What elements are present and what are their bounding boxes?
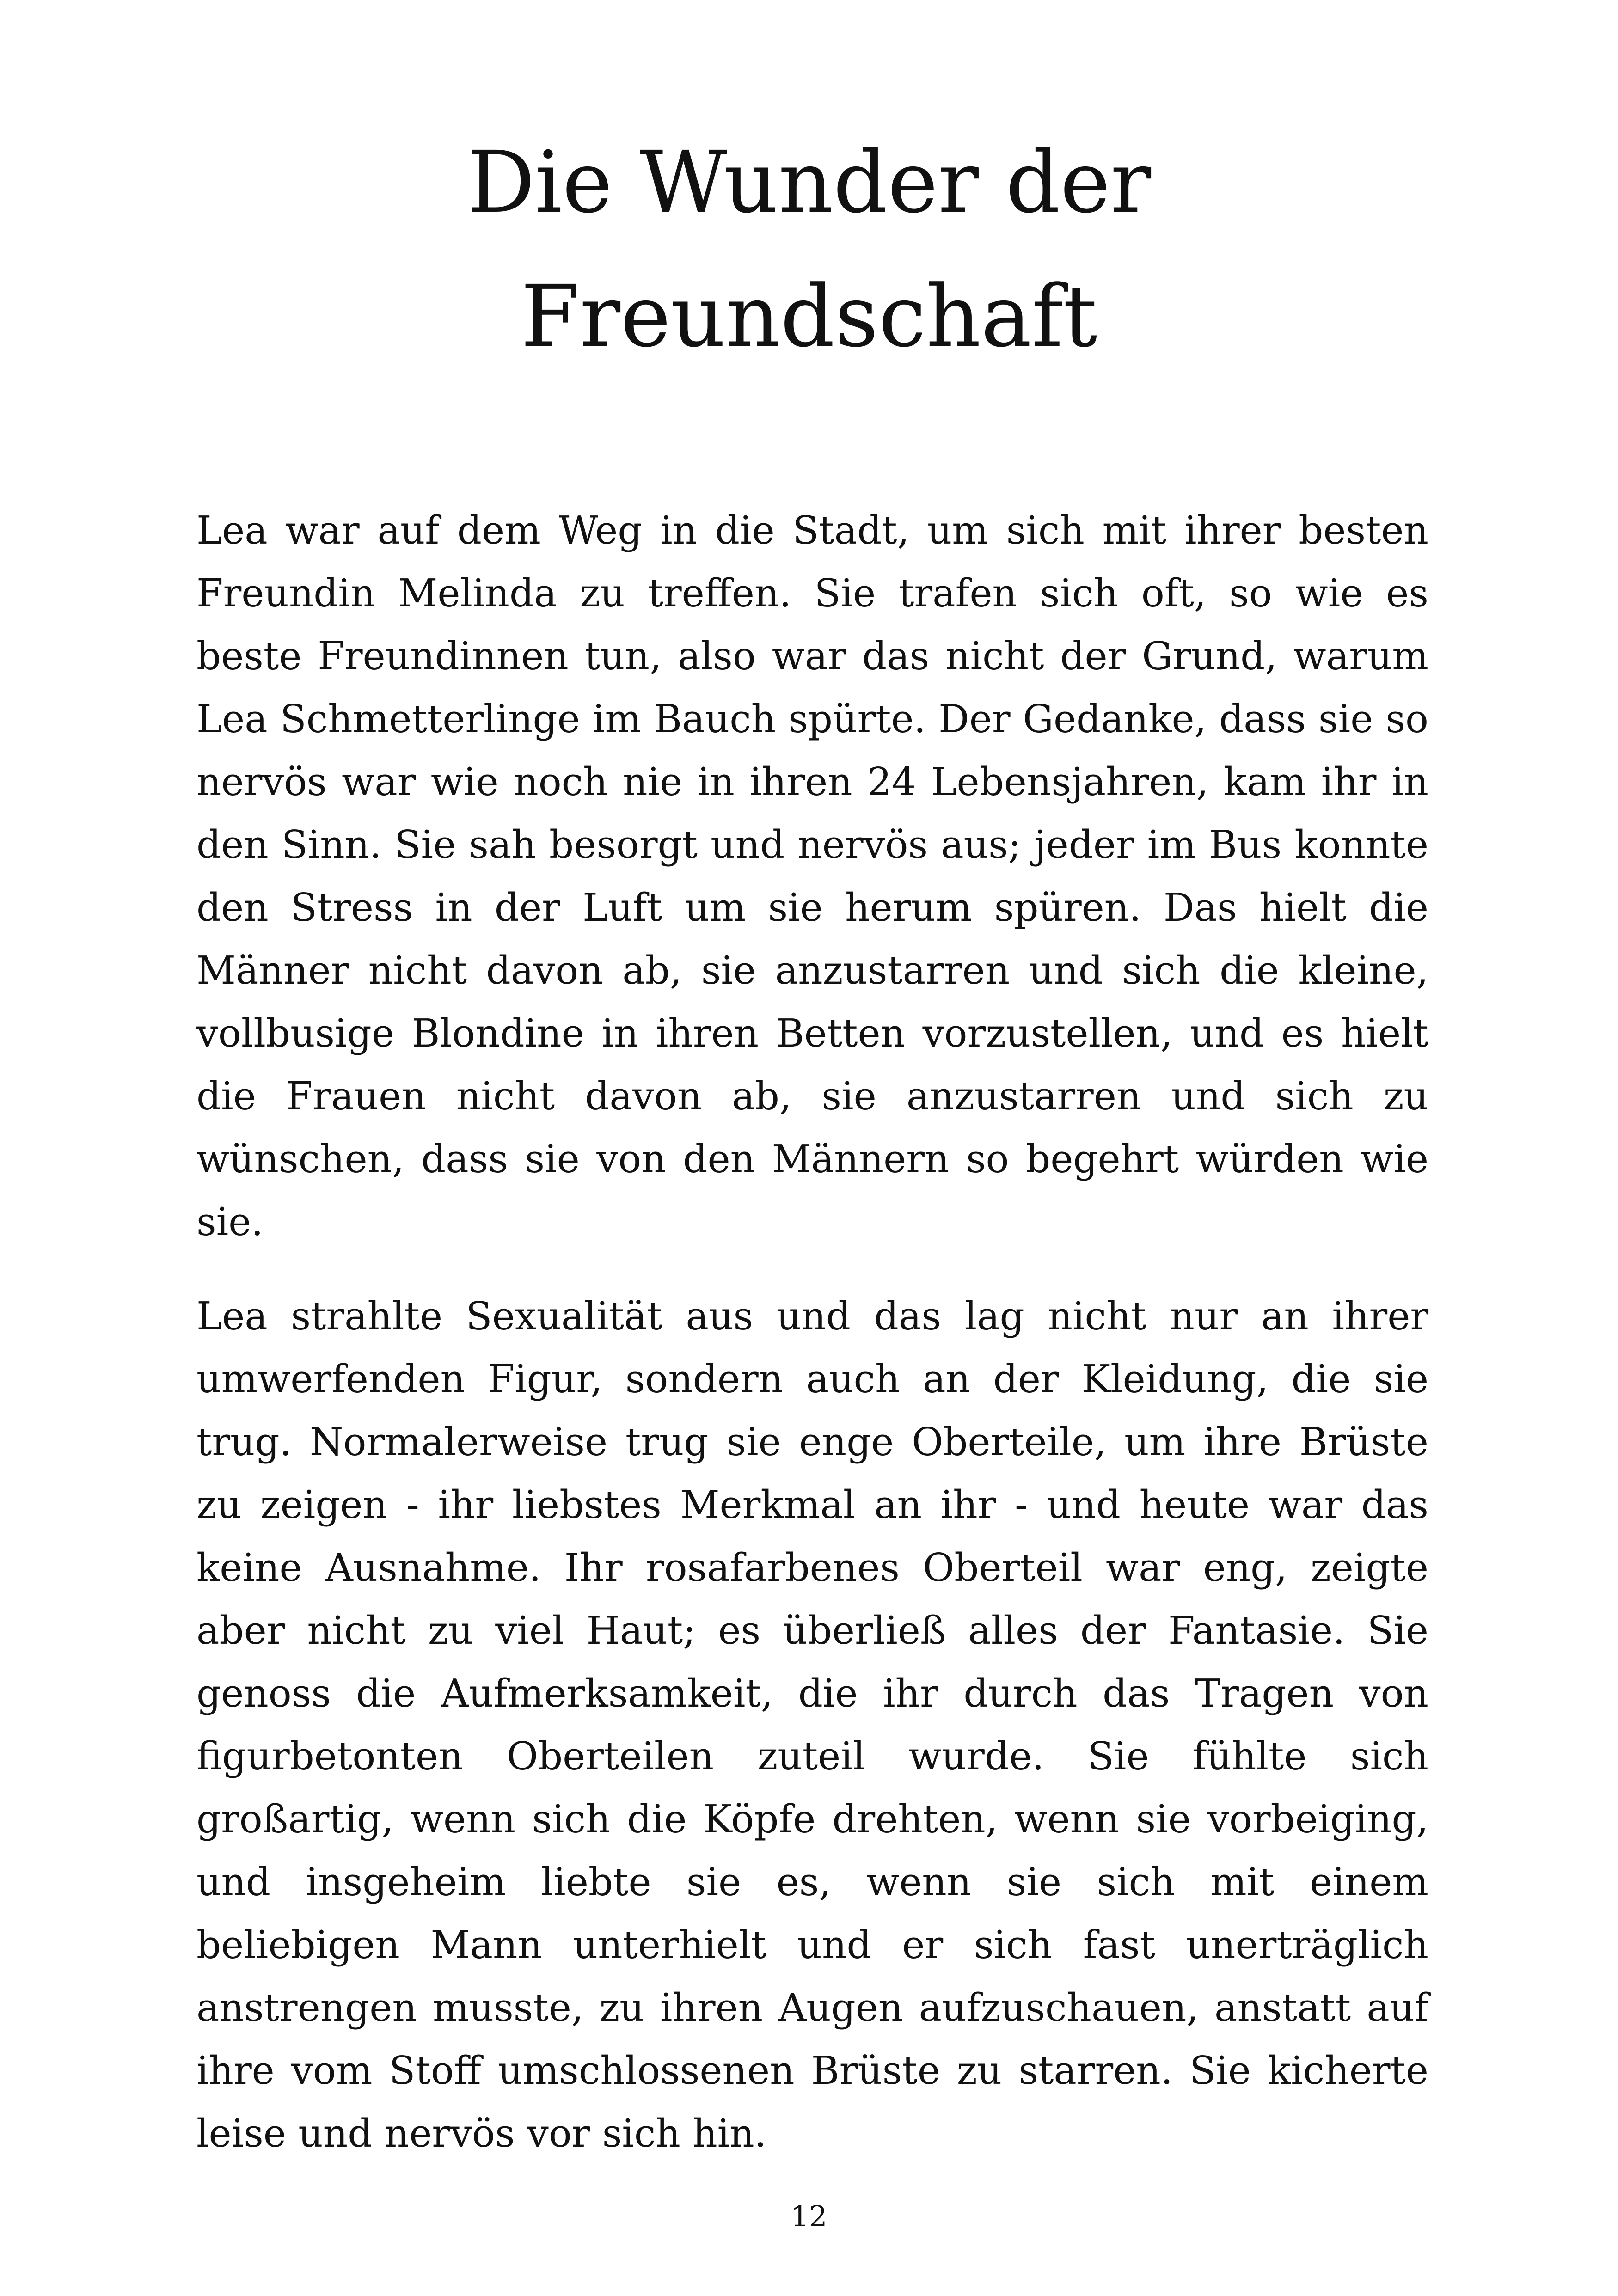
chapter-body: [196, 499, 1428, 2197]
chapter-title: Die Wunder der Freundschaft: [466, 133, 1152, 366]
page-number: 12: [791, 2199, 827, 2233]
paragraph-2: Lea strahlte Sexualität aus und das lag nicht nur an ihrer umwerfenden Figur, sondern auch an der Kleidung, die sie trug. Normalerweise trug sie enge Oberteile, um ihre Brüste zu zeigen - ihr liebstes Merkmal an ihr - und heute war das keine Ausnahme. Ihr rosafarbenes Oberteil war eng, zeigte aber nicht zu viel Haut; es überließ alles der Fantasie. Sie genoss die Aufmerksamkeit, die ihr durch das Tragen von figurbetonten Oberteilen zuteil wurde. Sie fühlte sich großartig, wenn sich die Köpfe drehten, wenn sie vorbeiging, und insgeheim liebte sie es, wenn sie sich mit einem beliebigen Mann unterhielt und er sich fast unerträglich anstrengen musste, zu ihren Augen aufzuschauen, anstatt auf ihre vom Stoff umschlossenen Brüste zu starren. Sie kicherte leise und nervös vor sich hin.: [196, 1294, 1428, 2156]
paragraph-1: Lea war auf dem Weg in die Stadt, um sich mit ihrer besten Freundin Melinda zu treffen. Sie trafen sich oft, so wie es beste Freundinnen tun, also war das nicht der Grund, warum Lea Schmetterlinge im Bauch spürte. Der Gedanke, dass sie so nervös war wie noch nie in ihren 24 Lebensjahren, kam ihr in den Sinn. Sie sah besorgt und nervös aus; jeder im Bus konnte den Stress in der Luft um sie herum spüren. Das hielt die Männer nicht davon ab, sie anzustarren und sich die kleine, vollbusige Blondine in ihren Betten vorzustellen, und es hielt die Frauen nicht davon ab, sie anzustarren und sich zu wünschen, dass sie von den Männern so begehrt würden wie sie.: [196, 508, 1428, 1244]
